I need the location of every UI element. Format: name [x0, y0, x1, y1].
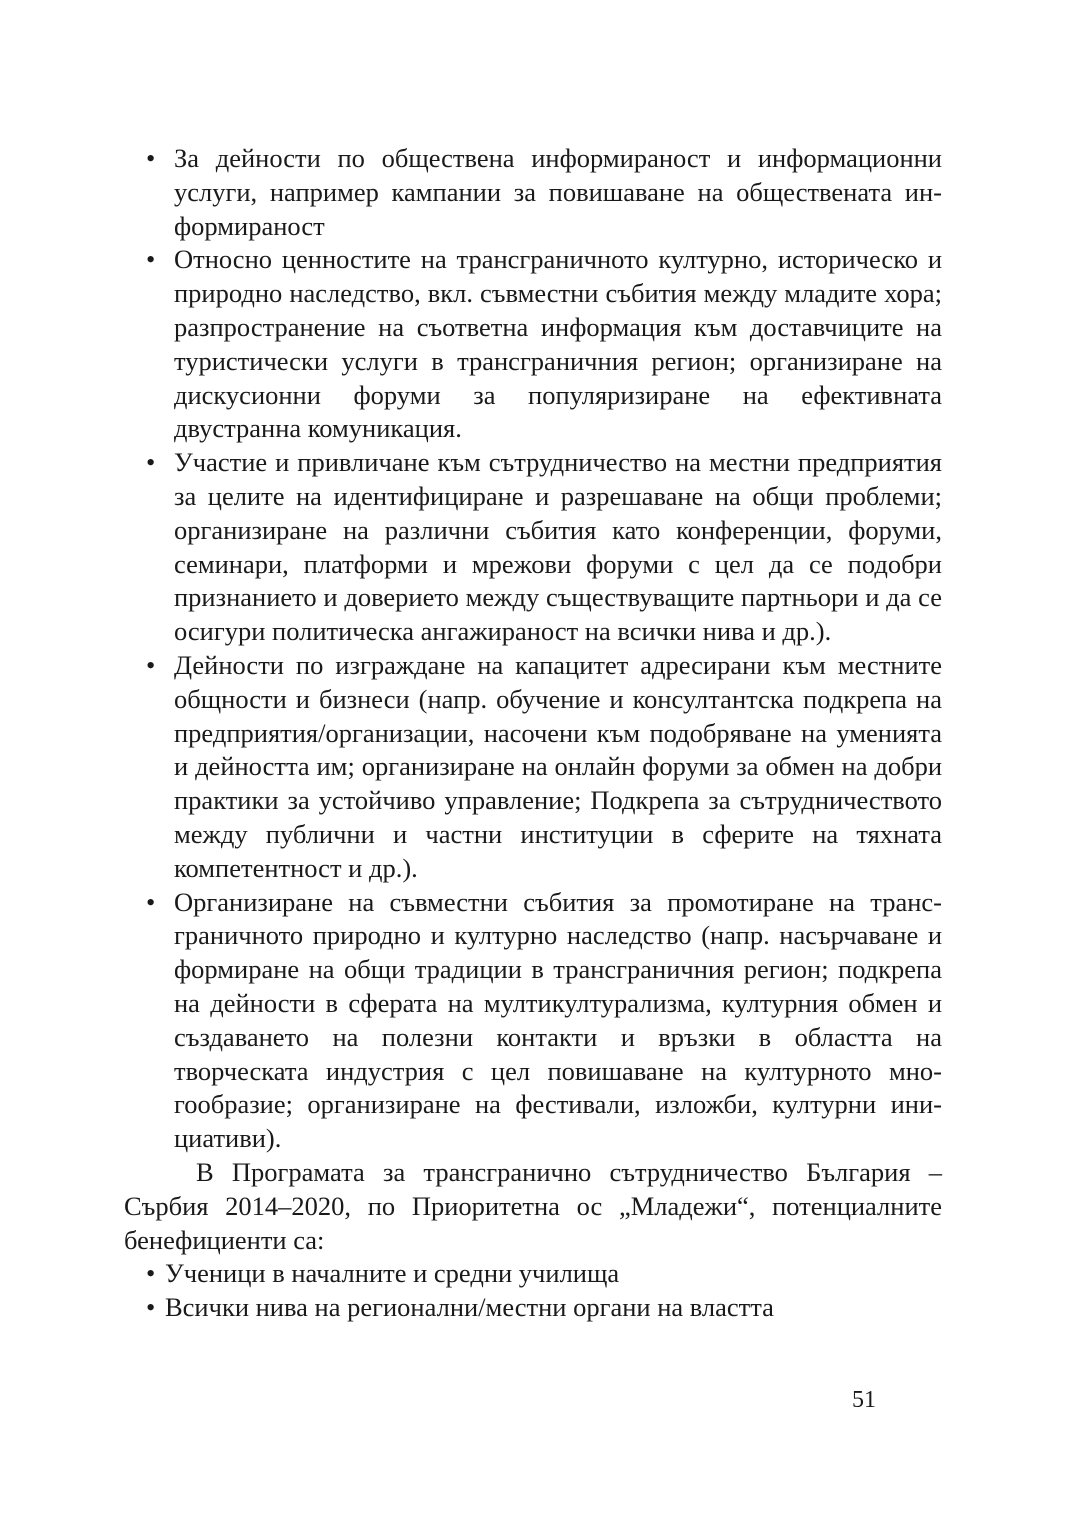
bullet-icon: •	[146, 447, 156, 478]
bullet-icon: •	[146, 1292, 156, 1323]
list-item-text: Относно ценностите на трансграничното културно, историческо и природно наследство, вкл. съвместни събития между младите хора; разпространение на съответна информация към доставчиците на туристически услуги в трансграничния регион; организиране на дискусионни форуми за популяризиране на ефективната двустранна комуникация.	[174, 244, 942, 444]
list-item	[124, 649, 942, 886]
list-item-text: За дейности по обществена информираност и информационни услуги, например кампании за повишаване на обществената информираност	[174, 143, 942, 241]
list-item-text: Участие и привличане към сътрудничество на местни предприятия за целите на идентифициране и разрешаване на общи проблеми; организиране на различни събития като конференции, форуми, семинари, платформи и мрежови форуми с цел да се подобри признанието и доверието между съществуващите партньори и да се осигури политическа ангажираност на всички нива и др.).	[174, 447, 942, 647]
page-number: 51	[852, 1387, 876, 1413]
list-item	[124, 446, 942, 649]
activities-list	[124, 142, 942, 1156]
bullet-icon: •	[146, 886, 156, 917]
program-paragraph: В Програмата за трансгранично сътрудничество България – Сърбия 2014–2020, по Приоритетна ос „Младежи“, потенциалните бенефициенти са:	[124, 1156, 942, 1255]
page-content	[124, 142, 942, 1325]
bullet-icon: •	[146, 143, 156, 173]
beneficiaries-list	[124, 1257, 942, 1325]
bullet-icon: •	[146, 244, 156, 275]
list-item	[124, 886, 942, 1156]
bullet-icon: •	[146, 649, 156, 680]
list-item	[124, 1291, 942, 1325]
list-item	[124, 142, 942, 243]
list-item-text: Организиране на съвместни събития за промотиране на трансграничното природно и културно наследство (напр. насърчаване и формиране на общи традиции в трансграничния регион; подкрепа на дейности в сферата на мултикултурализма, културния обмен и създаването на полезни контакти и връзки в областта на творческата индустрия с цел повишаване на културното многообразие; организиране на фестивали, изложби, културни инициативи).	[174, 886, 942, 1154]
list-item-text: Дейности по изграждане на капацитет адресирани към местните общности и бизнеси (напр. обучение и консултантска подкрепа на предприятия/организации, насочени към подобряване на уменията и дейността им; организиране на онлайн форуми за обмен на добри практики за устойчиво управление; Подкрепа за сътрудничеството между публични и частни институции в сферите на тяхната компетентност и др.).	[174, 649, 942, 883]
list-item-text: Всички нива на регионални/местни органи на властта	[165, 1292, 774, 1323]
bullet-icon: •	[146, 1258, 156, 1289]
list-item-text: Ученици в началните и средни училища	[165, 1258, 620, 1289]
list-item	[124, 1257, 942, 1291]
list-item	[124, 243, 942, 446]
